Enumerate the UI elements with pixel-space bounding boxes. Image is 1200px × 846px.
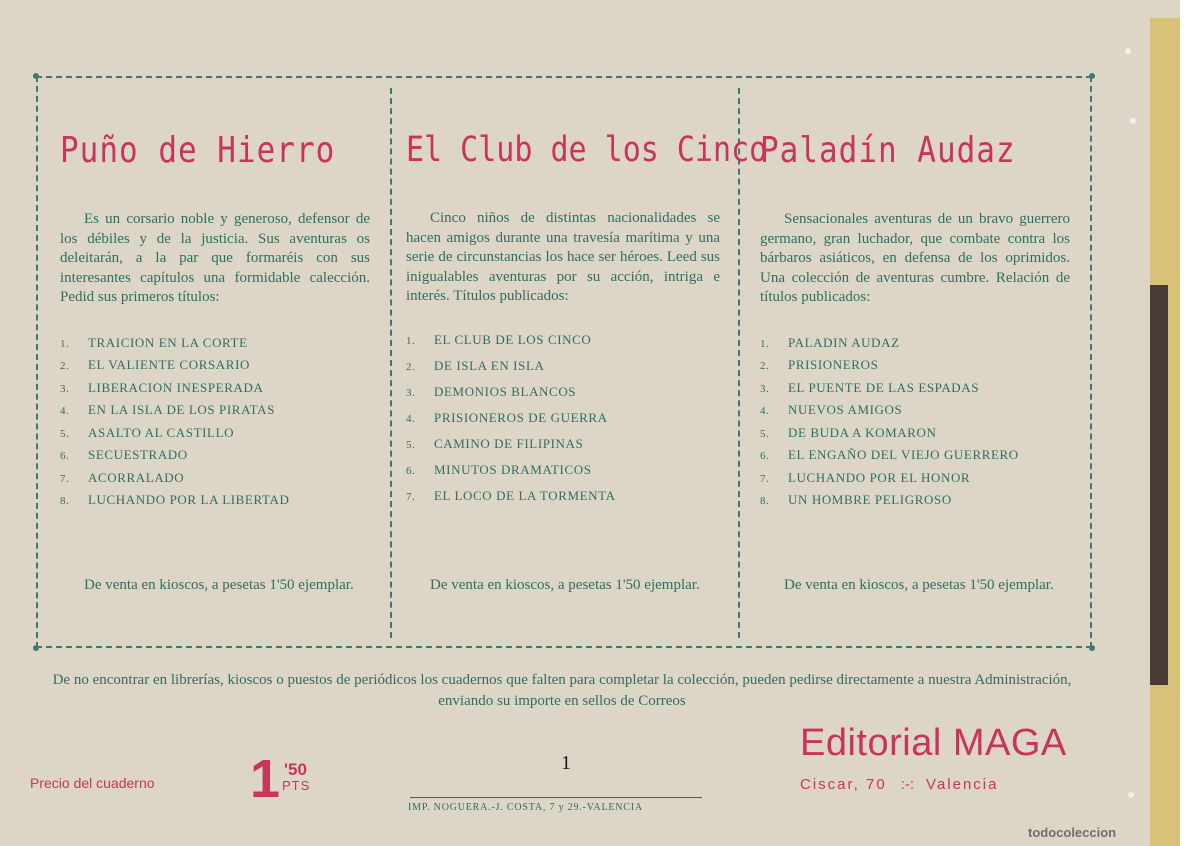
list-number: 6. xyxy=(60,450,70,462)
list-item xyxy=(760,489,1070,512)
list-number: 7. xyxy=(60,472,70,485)
list-item xyxy=(60,467,370,490)
list-item xyxy=(60,399,370,422)
list-title: EL VALIENTE CORSARIO xyxy=(88,357,250,372)
list-item xyxy=(760,467,1070,490)
list-number: 4. xyxy=(406,412,416,425)
column-divider xyxy=(738,88,740,638)
list-number: 3. xyxy=(760,382,770,395)
staple-hole xyxy=(1125,48,1131,54)
list-number: 2. xyxy=(760,360,770,372)
list-title: EL ENGAÑO DEL VIEJO GUERRERO xyxy=(788,447,1019,462)
list-item xyxy=(406,327,720,353)
binding-shadow xyxy=(1150,285,1168,685)
price-whole: 1 xyxy=(250,749,281,809)
list-title: LUCHANDO POR EL HONOR xyxy=(788,469,971,485)
list-title: DE BUDA A KOMARON xyxy=(788,424,937,440)
list-item xyxy=(60,489,370,512)
list-number: 8. xyxy=(60,495,70,507)
list-number: 3. xyxy=(60,382,70,395)
list-title: MINUTOS DRAMATICOS xyxy=(434,461,592,477)
list-item xyxy=(406,405,720,431)
list-number: 7. xyxy=(406,490,416,503)
list-number: 5. xyxy=(406,438,416,451)
issue-number: 1 xyxy=(561,752,571,774)
list-item xyxy=(60,354,370,377)
list-number: 5. xyxy=(60,427,70,440)
list-title: DEMONIOS BLANCOS xyxy=(434,383,577,399)
title-list xyxy=(406,327,720,509)
list-number: 7. xyxy=(760,472,770,485)
publisher-address xyxy=(800,776,998,793)
list-number: 2. xyxy=(60,360,70,372)
list-title: DE ISLA EN ISLA xyxy=(434,357,545,373)
title-list xyxy=(760,332,1070,512)
list-number: 4. xyxy=(60,405,70,417)
list-title: PALADIN AUDAZ xyxy=(788,334,900,350)
list-item xyxy=(406,379,720,405)
list-title: LIBERACION INESPERADA xyxy=(88,379,264,395)
list-title: CAMINO DE FILIPINAS xyxy=(434,435,584,451)
list-item xyxy=(760,354,1070,377)
printer-rule xyxy=(410,797,702,798)
list-number: 6. xyxy=(760,450,770,462)
frame-ornament xyxy=(33,73,39,79)
list-title: UN HOMBRE PELIGROSO xyxy=(788,492,952,507)
list-number: 3. xyxy=(406,386,416,399)
address-street: Ciscar, 70 xyxy=(800,776,887,793)
list-title: NUEVOS AMIGOS xyxy=(788,402,903,417)
watermark: todocoleccion xyxy=(1028,825,1117,840)
list-item xyxy=(760,377,1070,400)
frame-ornament xyxy=(1089,645,1095,651)
list-title: ASALTO AL CASTILLO xyxy=(88,424,235,440)
list-number: 1. xyxy=(60,337,70,350)
series-footer: De venta en kioscos, a pesetas 1'50 ejemplar. xyxy=(430,577,700,593)
list-number: 4. xyxy=(760,405,770,417)
series-description: Cinco niños de distintas nacionalidades se hacen amigos durante una travesía marítima y una serie de circunstancias los hace ser héroes. Leed sus inigualables aventuras por su acción, intriga e interés. Títulos publicados: xyxy=(406,210,720,304)
list-title: PRISIONEROS xyxy=(788,357,879,372)
series-footer: De venta en kioscos, a pesetas 1'50 ejemplar. xyxy=(84,577,354,593)
list-item xyxy=(60,444,370,467)
frame-ornament xyxy=(1089,73,1095,79)
list-title: EN LA ISLA DE LOS PIRATAS xyxy=(88,402,275,417)
list-item xyxy=(760,444,1070,467)
list-number: 5. xyxy=(760,427,770,440)
ordering-notice: De no encontrar en librerías, kioscos o puestos de periódicos los cuadernos que falten para completar la colección, pueden pedirse directamente a nuestra Administración, enviando su importe en sellos de Correos xyxy=(52,672,1072,709)
price-unit: PTS xyxy=(282,778,311,793)
frame-ornament xyxy=(33,645,39,651)
list-title: ACORRALADO xyxy=(88,469,185,485)
list-item xyxy=(406,353,720,379)
series-column-paladin-audaz xyxy=(760,130,1070,593)
series-description: Sensacionales aventuras de un bravo guerrero germano, gran luchador, que combate contra los bárbaros asiáticos, en defensa de los oprimidos. Una colección de aventuras cumbre. Relación de títulos publicados: xyxy=(760,211,1070,305)
address-separator: :-: xyxy=(900,776,915,793)
list-title: EL PUENTE DE LAS ESPADAS xyxy=(788,379,980,395)
list-title: TRAICION EN LA CORTE xyxy=(88,334,248,350)
series-title: Paladín Audaz xyxy=(760,130,1016,172)
series-column-puno-de-hierro xyxy=(60,130,370,593)
list-item xyxy=(406,483,720,509)
list-item xyxy=(406,457,720,483)
list-title: EL LOCO DE LA TORMENTA xyxy=(434,487,616,503)
list-item xyxy=(760,332,1070,355)
list-number: 8. xyxy=(760,495,770,507)
printer-imprint: IMP. NOGUERA.-J. COSTA, 7 y 29.-VALENCIA xyxy=(408,802,643,813)
list-title: PRISIONEROS DE GUERRA xyxy=(434,409,608,425)
list-item xyxy=(60,377,370,400)
list-number: 1. xyxy=(760,337,770,350)
series-title: Puño de Hierro xyxy=(60,130,336,172)
publisher-name: Editorial MAGA xyxy=(800,722,1067,764)
staple-hole xyxy=(1130,118,1136,124)
list-number: 6. xyxy=(406,464,416,477)
list-number: 1. xyxy=(406,334,416,347)
series-footer: De venta en kioscos, a pesetas 1'50 ejemplar. xyxy=(784,577,1054,593)
list-title: SECUESTRADO xyxy=(88,447,188,462)
price-fraction: '50 xyxy=(284,760,307,779)
address-city: Valencia xyxy=(926,776,999,793)
title-list xyxy=(60,332,370,512)
column-divider xyxy=(390,88,392,638)
list-item xyxy=(760,422,1070,445)
series-column-club-de-los-cinco xyxy=(406,130,768,593)
staple-hole xyxy=(1128,792,1134,798)
series-title: El Club de los Cinco xyxy=(406,130,768,171)
series-description: Es un corsario noble y generoso, defensor de los débiles y de la justicia. Sus aventuras os deleitarán, a la par que formaréis con sus interesantes capítulos una formidable calección. Pedid sus primeros títulos: xyxy=(60,211,370,305)
list-title: LUCHANDO POR LA LIBERTAD xyxy=(88,492,290,507)
list-item xyxy=(406,431,720,457)
list-item xyxy=(760,399,1070,422)
price-label: Precio del cuaderno xyxy=(30,775,155,791)
list-item xyxy=(60,422,370,445)
list-item xyxy=(60,332,370,355)
list-number: 2. xyxy=(406,360,416,373)
list-title: EL CLUB DE LOS CINCO xyxy=(434,331,592,347)
